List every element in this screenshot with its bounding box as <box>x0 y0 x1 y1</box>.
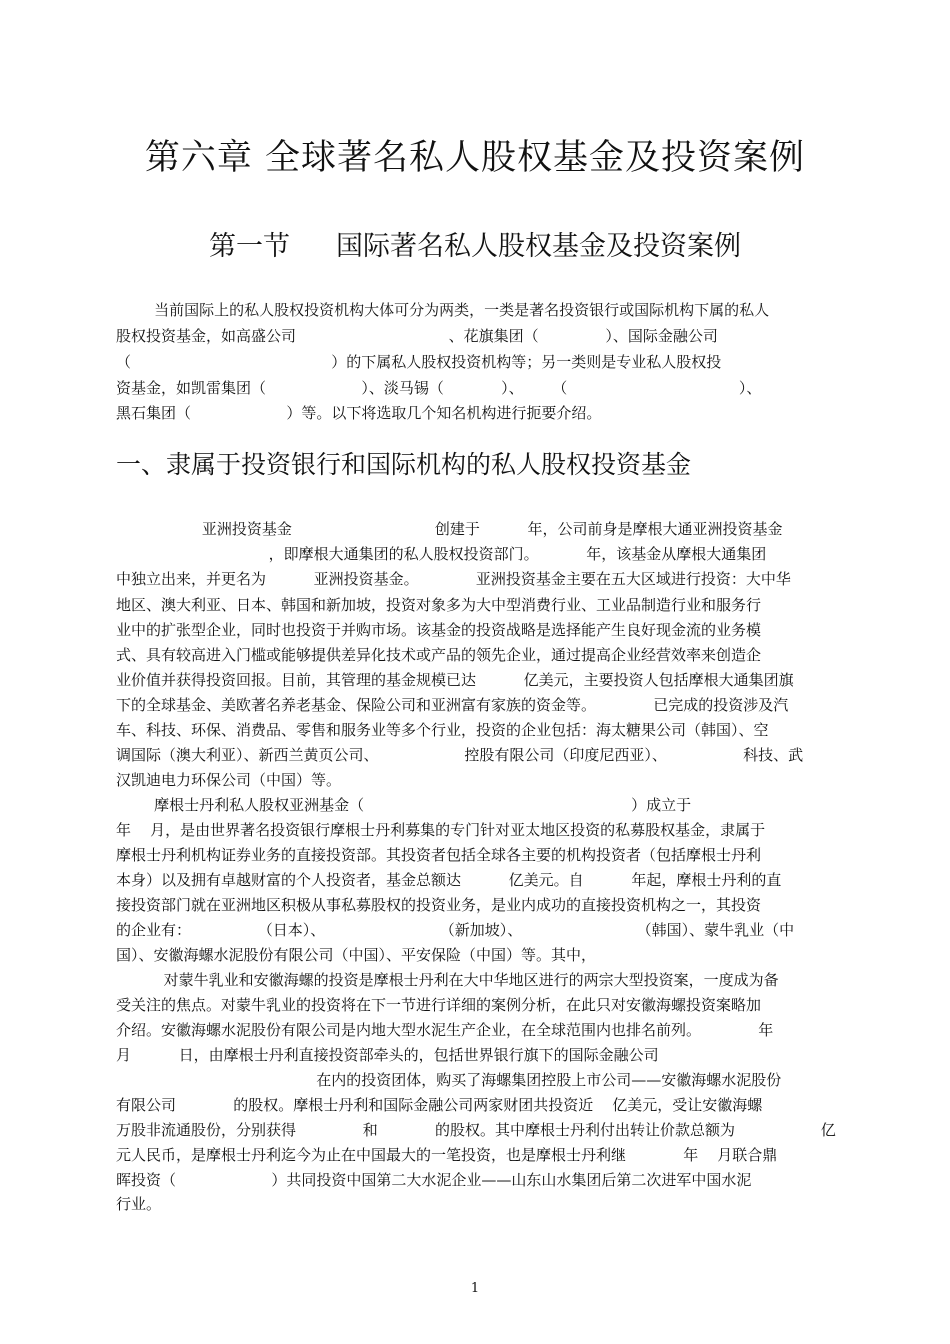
text-line: 月 日，由摩根士丹利直接投资部牵头的，包括世界银行旗下的国际金融公司 <box>116 1046 659 1064</box>
text-line: 在内的投资团体，购买了海螺集团控股上市公司——安徽海螺水泥股份 <box>116 1071 782 1089</box>
section-number: 第一节 <box>209 231 290 262</box>
text-line: 接投资部门就在亚洲地区积极从事私募股权的投资业务，是业内成功的直接投资机构之一，其投资 <box>116 896 762 914</box>
text-line: 式、具有较高进入门槛或能够提供差异化技术或产品的领先企业，通过提高企业经营效率来创造企 <box>116 646 762 664</box>
text-line: 业价值并获得投资回报。目前，其管理的基金规模已达 亿美元，主要投资人包括摩根大通集团旗 <box>116 671 794 689</box>
text-line: 摩根士丹利机构证券业务的直接投资部。其投资者包括全球各主要的机构投资者（包括摩根士丹利 <box>116 846 762 864</box>
text-line: 中独立出来，并更名为 亚洲投资基金。 亚洲投资基金主要在五大区域进行投资：大中华 <box>116 570 791 588</box>
text-line: 元人民币，是摩根士丹利迄今为止在中国最大的一笔投资，也是摩根士丹利继 年 月联合鼎 <box>116 1146 778 1164</box>
chapter-title: 第六章 全球著名私人股权基金及投资案例 <box>144 138 806 178</box>
heading-1: 一、隶属于投资银行和国际机构的私人股权投资基金 <box>116 450 692 479</box>
text-line: 调国际（澳大利亚）、新西兰黄页公司、 控股有限公司（印度尼西亚）、 科技、武 <box>116 746 804 764</box>
text-line: 资基金，如凯雷集团（ ）、淡马锡（ ）、 （ ）、 <box>116 379 762 397</box>
text-line: 下的全球基金、美欧著名养老基金、保险公司和亚洲富有家族的资金等。 已完成的投资涉及汽 <box>116 696 789 714</box>
text-line: 年 月，是由世界著名投资银行摩根士丹利募集的专门针对亚太地区投资的私募股权基金，隶属于 <box>116 821 766 839</box>
section-title <box>0 224 950 263</box>
text-line: 汉凯迪电力环保公司（中国）等。 <box>116 771 342 789</box>
text-line: 黑石集团（ ）等。以下将选取几个知名机构进行扼要介绍。 <box>116 404 602 422</box>
text-line: 业中的扩张型企业，同时也投资于并购市场。该基金的投资战略是选择能产生良好现金流的业务模 <box>116 621 762 639</box>
text-line: 当前国际上的私人股权投资机构大体可分为两类，一类是著名投资银行或国际机构下属的私人 <box>116 301 770 319</box>
section-title-text: 国际著名私人股权基金及投资案例 <box>336 231 741 262</box>
page-number: 1 <box>470 1281 480 1296</box>
text-line: 车、科技、环保、消费品、零售和服务业等多个行业，投资的企业包括：海太糖果公司（韩国）、空 <box>116 721 769 739</box>
text-line: 行业。 <box>116 1195 162 1213</box>
text-line: 国）、安徽海螺水泥股份有限公司（中国）、平安保险（中国）等。其中， <box>116 946 597 964</box>
text-line: 地区、澳大利亚、日本、韩国和新加坡，投资对象多为大中型消费行业、工业品制造行业和服务行 <box>116 596 762 614</box>
text-line: 万股非流通股份，分别获得 和 的股权。其中摩根士丹利付出转让价款总额为 亿 <box>116 1121 836 1139</box>
text-line: 股权投资基金，如高盛公司 、花旗集团（ ）、国际金融公司 <box>116 327 718 345</box>
text-line: 的企业有： （日本）、 （新加坡）、 （韩国）、蒙牛乳业（中 <box>116 921 795 939</box>
text-line: 介绍。安徽海螺水泥股份有限公司是内地大型水泥生产企业，在全球范围内也排名前列。 年 <box>116 1021 774 1039</box>
text-line: 本身）以及拥有卓越财富的个人投资者，基金总额达 亿美元。自 年起，摩根士丹利的直 <box>116 871 782 889</box>
text-line: 受关注的焦点。对蒙牛乳业的投资将在下一节进行详细的案例分析，在此只对安徽海螺投资案略加 <box>116 996 762 1014</box>
text-line: 对蒙牛乳业和安徽海螺的投资是摩根士丹利在大中华地区进行的两宗大型投资案，一度成为备 <box>116 971 779 989</box>
text-line: 有限公司 的股权。摩根士丹利和国际金融公司两家财团共投资近 亿美元，受让安徽海螺 <box>116 1096 763 1114</box>
text-line: ，即摩根大通集团的私人股权投资部门。 年，该基金从摩根大通集团 <box>116 545 767 563</box>
text-line: 亚洲投资基金 创建于 年，公司前身是摩根大通亚洲投资基金 <box>116 520 783 538</box>
text-line: 晖投资（ ）共同投资中国第二大水泥企业——山东山水集团后第二次进军中国水泥 <box>116 1171 752 1189</box>
text-line: （ ）的下属私人股权投资机构等；另一类则是专业私人股权投 <box>116 353 722 371</box>
text-line: 摩根士丹利私人股权亚洲基金（ ）成立于 <box>116 796 692 814</box>
